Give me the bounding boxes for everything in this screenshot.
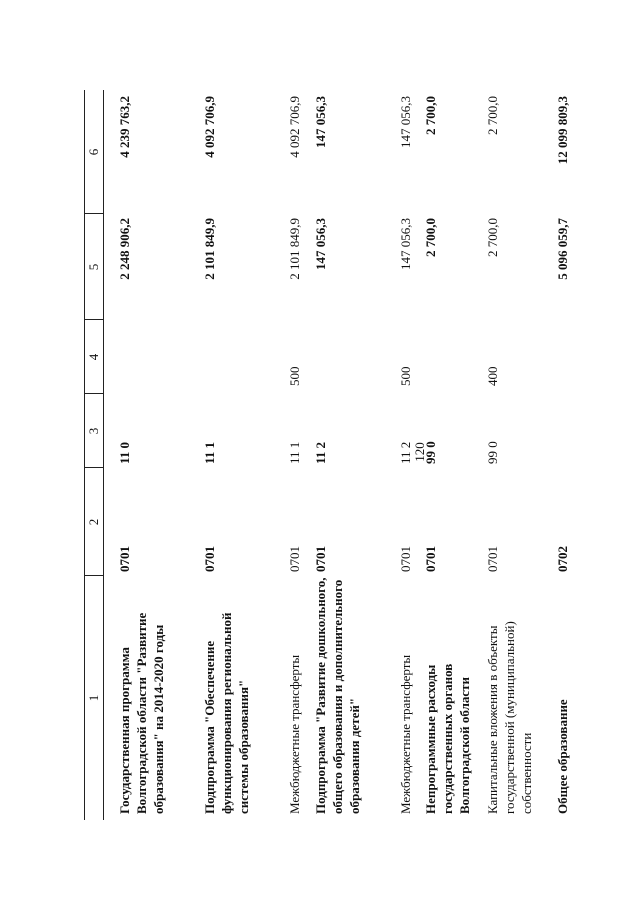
- row-sum-col5: 5 096 059,7: [555, 218, 570, 280]
- row-name: Подпрограмма "Обеспечение функционирования региональной системы образования": [202, 612, 251, 814]
- row-sum-col5: 2 101 849,9: [202, 218, 217, 280]
- row-sum-col5: 2 700,0: [423, 218, 438, 257]
- row-sum-col5: 2 101 849,9: [287, 218, 302, 280]
- header-col-5: 5: [86, 263, 101, 271]
- page-number: 120: [412, 442, 427, 462]
- row-target-article: 99 0: [485, 441, 500, 464]
- row-sum-col5: 147 056,3: [398, 218, 413, 270]
- row-razdel: 0701: [117, 546, 132, 572]
- row-name: Межбюджетные трансферты: [287, 654, 302, 814]
- row-expense-type: 500: [287, 366, 302, 386]
- row-sum-col6: 147 056,3: [398, 96, 413, 148]
- header-col-2: 2: [86, 518, 101, 526]
- row-sum-col5: 2 248 906,2: [117, 218, 132, 280]
- row-razdel: 0701: [423, 546, 438, 572]
- row-razdel: 0701: [287, 546, 302, 572]
- row-sum-col6: 4 092 706,9: [202, 96, 217, 158]
- row-sum-col5: 2 700,0: [485, 218, 500, 257]
- row-expense-type: 400: [485, 366, 500, 386]
- row-name: Непрограммные расходы государственных органов Волгоградской области: [423, 663, 472, 814]
- row-sum-col6: 147 056,3: [313, 96, 328, 148]
- row-target-article: 11 1: [287, 441, 302, 464]
- header-col-1: 1: [86, 694, 101, 702]
- header-col-3: 3: [86, 427, 101, 435]
- row-target-article: 11 2: [398, 441, 413, 464]
- budget-table: [84, 90, 584, 820]
- row-sum-col6: 2 700,0: [423, 96, 438, 135]
- row-target-article: 11 2: [313, 441, 328, 464]
- row-razdel: 0701: [398, 546, 413, 572]
- row-name: Общее образование: [555, 699, 570, 814]
- row-target-article: 11 1: [202, 441, 217, 464]
- row-razdel: 0702: [555, 546, 570, 572]
- row-razdel: 0701: [313, 546, 328, 572]
- header-bottom-rule: [103, 90, 104, 820]
- row-sum-col6: 4 239 763,2: [117, 96, 132, 158]
- header-col-4: 4: [86, 353, 101, 361]
- row-sum-col5: 147 056,3: [313, 218, 328, 270]
- row-name: Подпрограмма "Развитие дошкольного, общего образования и дополнительного образования детей": [313, 577, 362, 814]
- row-sum-col6: 4 092 706,9: [287, 96, 302, 158]
- header-col-6: 6: [86, 148, 101, 156]
- row-razdel: 0701: [202, 546, 217, 572]
- row-name: Капитальные вложения в объекты государственной (муниципальной) собственности: [485, 621, 534, 814]
- row-name: Межбюджетные трансферты: [398, 654, 413, 814]
- row-sum-col6: 2 700,0: [485, 96, 500, 135]
- row-razdel: 0701: [485, 546, 500, 572]
- row-target-article: 11 0: [117, 441, 132, 464]
- row-name: Государственная программа Волгоградской области "Развитие образования" на 2014-2020 годы: [117, 612, 166, 814]
- row-target-article: 99 0: [423, 441, 438, 464]
- row-expense-type: 500: [398, 366, 413, 386]
- row-sum-col6: 12 099 809,3: [555, 96, 570, 165]
